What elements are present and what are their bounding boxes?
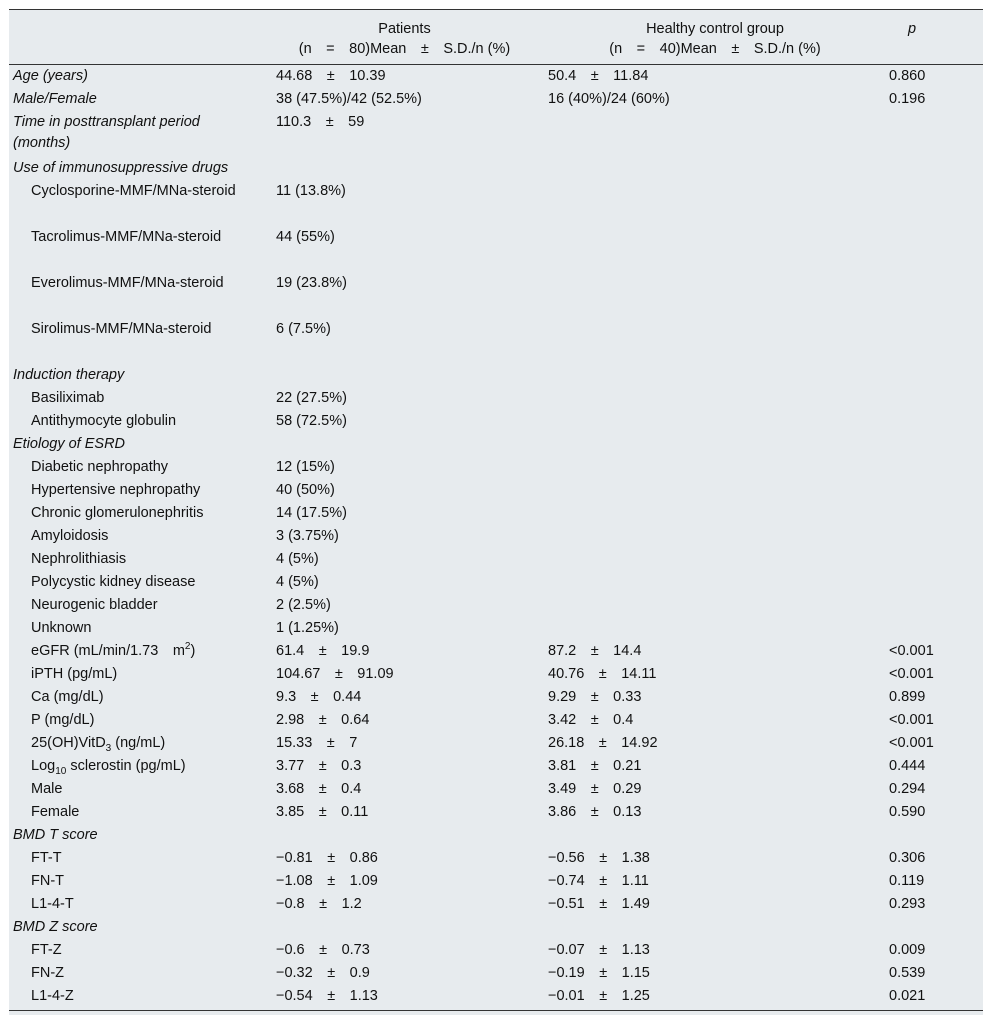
cell-patients [268, 157, 541, 180]
row-label [9, 686, 268, 709]
cell-patients: 3.77 ± 0.3 [276, 757, 362, 774]
cell-p-value: 0.590 [889, 803, 926, 820]
cell-healthy: 40.76 ± 14.11 [548, 665, 657, 682]
table-row [9, 778, 983, 801]
cell-patients [268, 364, 541, 387]
row-label-tail: (ng/mL) [111, 734, 166, 751]
table-row [9, 916, 983, 939]
row-label-text: Tacrolimus-MMF/MNa-steroid [31, 228, 222, 245]
table-body [9, 65, 983, 1011]
table-row [9, 318, 983, 364]
row-label [9, 88, 268, 111]
row-label [9, 801, 268, 824]
row-label-text: Sirolimus-MMF/MNa-steroid [31, 320, 212, 337]
cell-p-value: <0.001 [889, 734, 934, 751]
row-label [9, 778, 268, 801]
cell-healthy [541, 479, 889, 502]
cell-p-value [889, 479, 983, 502]
row-label-text: Female [31, 803, 80, 820]
row-label-text: FT-T [31, 849, 62, 866]
cell-healthy: 26.18 ± 14.92 [548, 734, 658, 751]
cell-patients: −0.81 ± 0.86 [276, 849, 378, 866]
cell-healthy [541, 456, 889, 479]
row-label [9, 548, 268, 571]
table-row [9, 962, 983, 985]
cell-p-value: 0.196 [889, 90, 926, 107]
table-row [9, 272, 983, 318]
row-label-text: Antithymocyte globulin [31, 412, 177, 429]
cell-patients: −0.8 ± 1.2 [276, 895, 362, 912]
row-label-text: Age (years) [13, 68, 88, 84]
table-row [9, 433, 983, 456]
table-row [9, 617, 983, 640]
cell-patients [268, 916, 541, 939]
cell-patients: 2 (2.5%) [276, 596, 331, 613]
row-label-text: Time in posttransplant period (months) [13, 113, 200, 151]
cell-healthy [541, 433, 889, 456]
header-patients [268, 10, 541, 65]
cell-healthy: −0.56 ± 1.38 [548, 849, 650, 866]
row-label-text: Amyloidosis [31, 527, 109, 544]
row-label [9, 755, 268, 778]
cell-p-value [889, 617, 983, 640]
cell-patients: 2.98 ± 0.64 [276, 711, 370, 728]
cell-p-value [889, 433, 983, 456]
cell-p-value: 0.444 [889, 757, 926, 774]
row-label-sub: 10 [55, 765, 67, 777]
table-row [9, 226, 983, 272]
table-row [9, 732, 983, 755]
cell-patients: 9.3 ± 0.44 [276, 688, 362, 705]
cell-healthy [541, 272, 889, 318]
row-label-text: L1-4-Z [31, 987, 74, 1004]
cell-patients [268, 433, 541, 456]
cell-healthy: 3.81 ± 0.21 [548, 757, 642, 774]
row-label-text: Basiliximab [31, 389, 105, 406]
cell-patients: 14 (17.5%) [276, 504, 347, 521]
cell-healthy [541, 571, 889, 594]
cell-p-value: 0.021 [889, 985, 983, 1011]
header-row [9, 10, 983, 65]
cell-p-value: <0.001 [889, 642, 934, 659]
cell-p-value [889, 226, 983, 272]
cell-p-value [889, 272, 983, 318]
cell-p-value [889, 824, 983, 847]
cell-healthy: 9.29 ± 0.33 [548, 688, 642, 705]
cell-patients: 44 (55%) [276, 228, 335, 245]
table-row [9, 870, 983, 893]
table-row [9, 548, 983, 571]
row-label-sup: 2 [184, 640, 191, 652]
row-label [9, 525, 268, 548]
row-label-text: Hypertensive nephropathy [31, 481, 201, 498]
table-row [9, 88, 983, 111]
cell-patients: 4 (5%) [276, 550, 319, 567]
table-row [9, 571, 983, 594]
row-label-sub: 3 [105, 742, 112, 754]
row-label-text: BMD Z score [13, 918, 98, 935]
cell-p-value [889, 502, 983, 525]
cell-patients: 1 (1.25%) [276, 619, 339, 636]
row-label [9, 962, 268, 985]
row-label [9, 272, 268, 318]
row-label [9, 732, 268, 755]
row-label [9, 824, 268, 847]
row-label-text: FT-Z [31, 941, 62, 958]
table-row [9, 640, 983, 663]
cell-healthy: −0.51 ± 1.49 [548, 895, 650, 912]
row-label-text: FN-Z [31, 964, 65, 981]
row-label-text: Unknown [31, 619, 92, 636]
cell-healthy [541, 364, 889, 387]
row-label [9, 709, 268, 732]
cell-patients: 6 (7.5%) [276, 320, 331, 337]
table-row [9, 847, 983, 870]
cell-p-value [889, 456, 983, 479]
row-label-text: Everolimus-MMF/MNa-steroid [31, 274, 224, 291]
row-label [9, 387, 268, 410]
row-label [9, 433, 268, 456]
header-healthy [541, 10, 889, 65]
cell-healthy: 3.49 ± 0.29 [548, 780, 642, 797]
table-row [9, 157, 983, 180]
cell-healthy: 16 (40%)/24 (60%) [548, 90, 670, 107]
row-label-tail: ) [190, 642, 196, 659]
row-label-text: Male [31, 780, 63, 797]
cell-p-value [889, 548, 983, 571]
header-patients-sub: (n = 80)Mean ± S.D./n (%) [298, 41, 511, 57]
cell-healthy [541, 525, 889, 548]
cell-p-value [889, 387, 983, 410]
cell-patients: 104.67 ± 91.09 [276, 665, 394, 682]
cell-healthy: 3.86 ± 0.13 [548, 803, 642, 820]
row-label-text: P (mg/dL) [31, 711, 95, 728]
cell-healthy [541, 157, 889, 180]
row-label [9, 157, 268, 180]
header-label-col [9, 10, 268, 65]
cell-patients: 3 (3.75%) [276, 527, 339, 544]
cell-patients: −0.54 ± 1.13 [268, 985, 541, 1011]
cell-p-value: <0.001 [889, 711, 934, 728]
row-label [9, 594, 268, 617]
table-row [9, 410, 983, 433]
cell-healthy [541, 502, 889, 525]
table-row [9, 686, 983, 709]
cell-patients: 19 (23.8%) [276, 274, 347, 291]
row-label [9, 364, 268, 387]
table-row [9, 824, 983, 847]
cell-p-value: 0.899 [889, 688, 926, 705]
cell-p-value [889, 410, 983, 433]
row-label [9, 180, 268, 226]
cell-p-value [889, 180, 983, 226]
cell-patients: 110.3 ± 59 [276, 113, 365, 130]
table-container [9, 9, 983, 1015]
row-label-text: Cyclosporine-MMF/MNa-steroid [31, 182, 236, 199]
cell-p-value: 0.860 [889, 68, 926, 84]
cell-patients: 4 (5%) [276, 573, 319, 590]
table-row [9, 939, 983, 962]
cell-p-value [889, 318, 983, 364]
cell-healthy: −0.74 ± 1.11 [548, 872, 649, 889]
cell-patients: −1.08 ± 1.09 [276, 872, 378, 889]
cell-healthy [541, 180, 889, 226]
row-label [9, 226, 268, 272]
cell-healthy [541, 318, 889, 364]
cell-p-value [889, 525, 983, 548]
cell-p-value: 0.293 [889, 895, 926, 912]
cell-p-value [889, 916, 983, 939]
cell-healthy [541, 916, 889, 939]
row-label-text: Etiology of ESRD [13, 435, 126, 452]
cell-healthy: −0.01 ± 1.25 [541, 985, 889, 1011]
row-label-text: Ca (mg/dL) [31, 688, 104, 705]
row-label-text: Diabetic nephropathy [31, 458, 169, 475]
cell-healthy [541, 594, 889, 617]
row-label-text: iPTH (pg/mL) [31, 665, 118, 682]
row-label [9, 410, 268, 433]
cell-patients [268, 824, 541, 847]
cell-patients: 3.68 ± 0.4 [276, 780, 362, 797]
row-label [9, 847, 268, 870]
row-label-text: Nephrolithiasis [31, 550, 127, 567]
table-row [9, 479, 983, 502]
row-label [9, 571, 268, 594]
cell-healthy [541, 387, 889, 410]
cell-patients: 12 (15%) [276, 458, 335, 475]
row-label [9, 111, 268, 157]
cell-healthy [541, 226, 889, 272]
table-row [9, 594, 983, 617]
row-label [9, 893, 268, 916]
table-row [9, 111, 983, 157]
cell-healthy: −0.19 ± 1.15 [548, 964, 650, 981]
cell-patients: 40 (50%) [276, 481, 335, 498]
cell-patients: 58 (72.5%) [276, 412, 347, 429]
row-label-text: BMD T score [13, 826, 98, 843]
row-label [9, 617, 268, 640]
cell-patients: 38 (47.5%)/42 (52.5%) [276, 90, 422, 107]
cell-healthy: 87.2 ± 14.4 [548, 642, 642, 659]
row-label [9, 916, 268, 939]
row-label-text: eGFR (mL/min/1.73 m [31, 642, 185, 659]
row-label [9, 318, 268, 364]
cell-healthy [541, 111, 889, 157]
cell-healthy [541, 548, 889, 571]
row-label-text: Male/Female [13, 90, 97, 107]
cell-healthy [541, 617, 889, 640]
row-label [9, 479, 268, 502]
cell-healthy: 50.4 ± 11.84 [548, 68, 649, 84]
header-p-label: p [908, 21, 917, 37]
cell-p-value [889, 594, 983, 617]
table-row [9, 801, 983, 824]
row-label-text: Neurogenic bladder [31, 596, 158, 613]
header-patients-title: Patients [378, 21, 431, 37]
cell-p-value: 0.306 [889, 849, 926, 866]
table-row [9, 456, 983, 479]
row-label-text: Use of immunosuppressive drugs [13, 159, 229, 176]
cell-patients: 44.68 ± 10.39 [276, 68, 386, 84]
cell-p-value: 0.294 [889, 780, 926, 797]
row-label-text: Log [31, 757, 56, 774]
row-label [9, 65, 268, 88]
row-label [9, 939, 268, 962]
cell-healthy: 3.42 ± 0.4 [548, 711, 634, 728]
row-label [9, 870, 268, 893]
cell-healthy [541, 410, 889, 433]
row-label-text: Induction therapy [13, 366, 125, 383]
cell-healthy [541, 824, 889, 847]
row-label [9, 456, 268, 479]
cell-p-value: 0.119 [889, 872, 925, 889]
row-label [9, 640, 268, 663]
table-row [9, 65, 983, 88]
table-row [9, 180, 983, 226]
cell-patients: 22 (27.5%) [276, 389, 347, 406]
row-label [9, 502, 268, 525]
header-healthy-title: Healthy control group [646, 21, 784, 37]
row-label-tail: sclerostin (pg/mL) [66, 757, 186, 774]
cell-p-value [889, 111, 983, 157]
row-label [9, 663, 268, 686]
table-row [9, 525, 983, 548]
cell-p-value [889, 157, 983, 180]
cell-patients: 61.4 ± 19.9 [276, 642, 370, 659]
cell-p-value [889, 571, 983, 594]
cell-p-value [889, 364, 983, 387]
table-row [9, 387, 983, 410]
table-row [9, 663, 983, 686]
cell-patients: 15.33 ± 7 [276, 734, 358, 751]
table-row [9, 755, 983, 778]
table-row [9, 502, 983, 525]
cell-patients: −0.6 ± 0.73 [276, 941, 370, 958]
header-p [889, 10, 983, 65]
cell-healthy: −0.07 ± 1.13 [548, 941, 650, 958]
row-label [9, 985, 268, 1011]
cell-patients: 3.85 ± 0.11 [276, 803, 369, 820]
row-label-text: Chronic glomerulonephritis [31, 504, 204, 521]
table-row [9, 709, 983, 732]
row-label-text: Polycystic kidney disease [31, 573, 196, 590]
table-row [9, 985, 983, 1011]
table-row [9, 364, 983, 387]
row-label-text: FN-T [31, 872, 65, 889]
patient-characteristics-table [9, 9, 983, 1011]
row-label-text: L1-4-T [31, 895, 74, 912]
header-healthy-sub: (n = 40)Mean ± S.D./n (%) [609, 41, 821, 57]
cell-p-value: <0.001 [889, 665, 934, 682]
cell-p-value: 0.539 [889, 964, 926, 981]
cell-patients: −0.32 ± 0.9 [276, 964, 370, 981]
cell-patients: 11 (13.8%) [276, 182, 346, 199]
table-row [9, 893, 983, 916]
cell-p-value: 0.009 [889, 941, 926, 958]
row-label-text: 25(OH)VitD [31, 734, 106, 751]
